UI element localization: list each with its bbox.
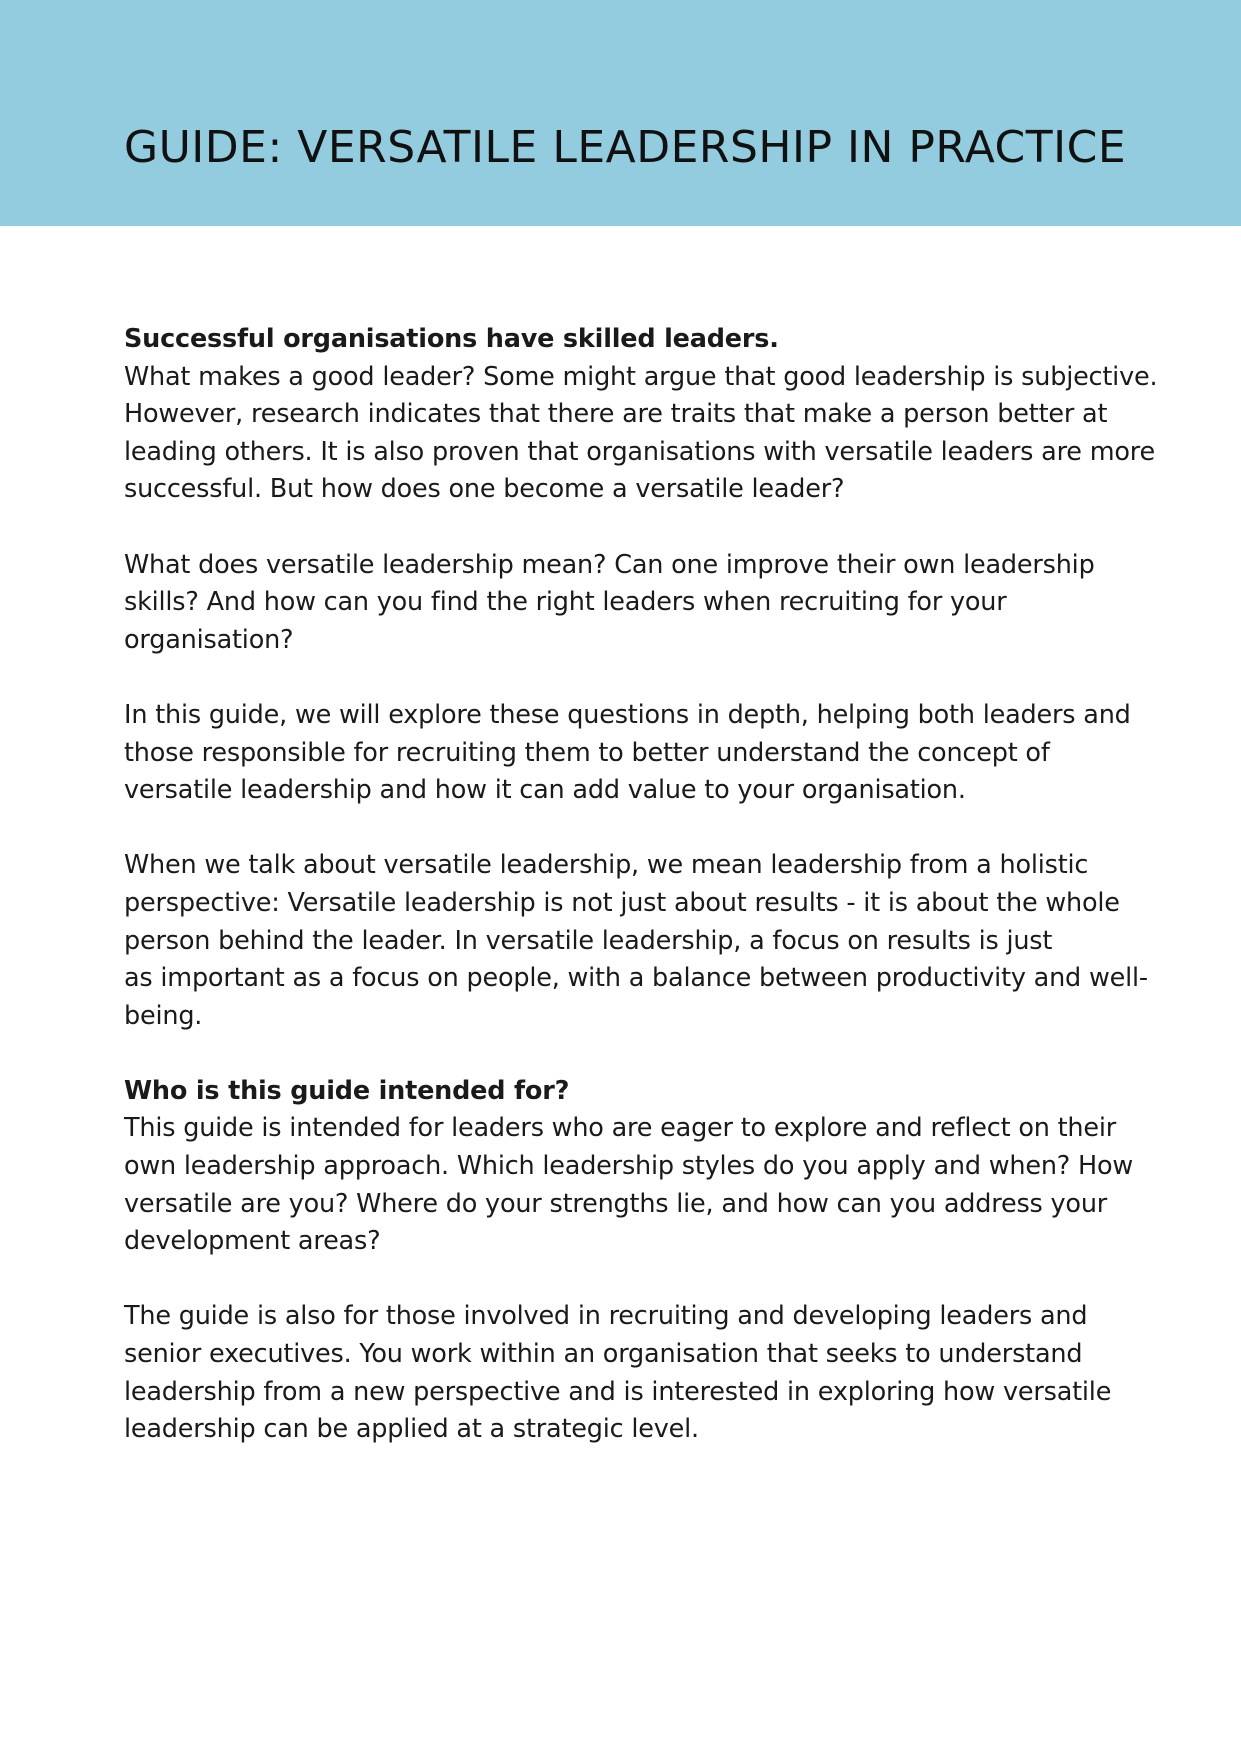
page-title: GUIDE: VERSATILE LEADERSHIP IN PRACTICE bbox=[124, 122, 1127, 173]
text-line: versatile leadership and how it can add value to your organisation. bbox=[124, 775, 966, 806]
document-body bbox=[124, 321, 1158, 1449]
text-line: What makes a good leader? Some might argue that good leadership is subjective. bbox=[124, 361, 1158, 392]
paragraph bbox=[124, 847, 1154, 1035]
header-band bbox=[0, 0, 1241, 226]
section-intro bbox=[124, 321, 1158, 1035]
paragraph bbox=[124, 697, 1154, 810]
text-line: organisation? bbox=[124, 624, 294, 655]
text-line: being. bbox=[124, 1000, 203, 1031]
paragraph bbox=[124, 1110, 1154, 1260]
text-line: When we talk about versatile leadership, we mean leadership from a holistic bbox=[124, 850, 1089, 881]
section-heading: Who is this guide intended for? bbox=[124, 1075, 570, 1106]
text-line: own leadership approach. Which leadership styles do you apply and when? How bbox=[124, 1151, 1134, 1182]
text-line: person behind the leader. In versatile leadership, a focus on results is just bbox=[124, 925, 1053, 956]
text-line: In this guide, we will explore these questions in depth, helping both leaders and bbox=[124, 699, 1131, 730]
text-line: successful. But how does one become a versatile leader? bbox=[124, 474, 845, 505]
text-line: skills? And how can you find the right leaders when recruiting for your bbox=[124, 587, 1007, 618]
text-line: as important as a focus on people, with a balance between productivity and well- bbox=[124, 963, 1148, 994]
text-line: However, research indicates that there are traits that make a person better at bbox=[124, 399, 1108, 430]
paragraph bbox=[124, 1298, 1154, 1448]
text-line: development areas? bbox=[124, 1226, 381, 1257]
paragraph bbox=[124, 547, 1154, 660]
text-line: leading others. It is also proven that organisations with versatile leaders are more bbox=[124, 436, 1155, 467]
section-heading: Successful organisations have skilled leaders. bbox=[124, 324, 779, 354]
text-line: leadership from a new perspective and is interested in exploring how versatile bbox=[124, 1376, 1112, 1407]
text-line: versatile are you? Where do your strengths lie, and how can you address your bbox=[124, 1188, 1108, 1219]
text-line: This guide is intended for leaders who are eager to explore and reflect on their bbox=[124, 1113, 1117, 1144]
text-line: What does versatile leadership mean? Can one improve their own leadership bbox=[124, 549, 1095, 580]
text-line: perspective: Versatile leadership is not just about results - it is about the whole bbox=[124, 887, 1120, 918]
paragraph bbox=[124, 359, 1158, 509]
text-line: those responsible for recruiting them to better understand the concept of bbox=[124, 737, 1050, 768]
text-line: senior executives. You work within an organisation that seeks to understand bbox=[124, 1339, 1083, 1370]
text-line: The guide is also for those involved in recruiting and developing leaders and bbox=[124, 1301, 1088, 1332]
section-audience bbox=[124, 1073, 1154, 1449]
text-line: leadership can be applied at a strategic level. bbox=[124, 1414, 699, 1445]
